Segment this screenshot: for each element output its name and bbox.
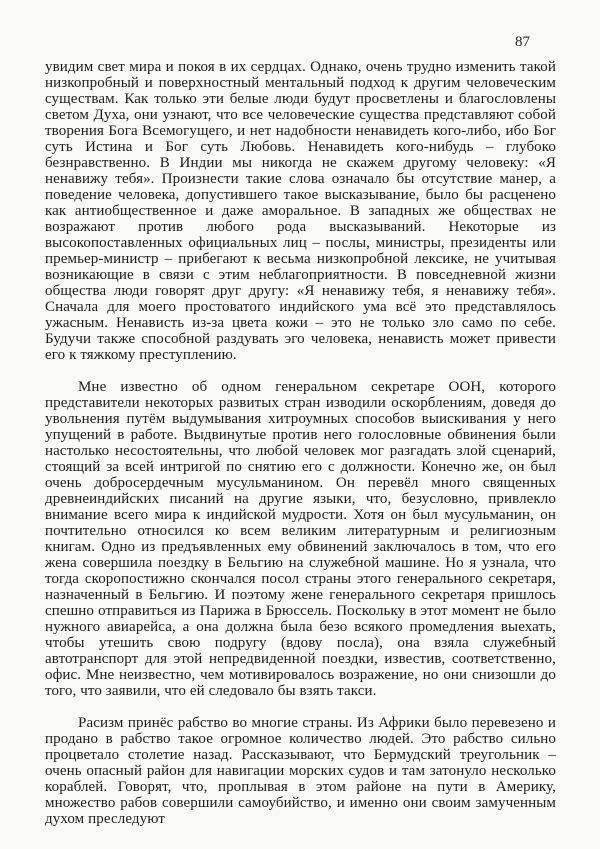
body-paragraph: Расизм принёс рабство во многие страны. Из Африки было перевезено и продано в рабство такое огромное количество людей. Это рабство сильно процветало столетие назад. Рассказывают, что Бермудский треугольник – очень опасный район для навигации морских судов и там затонуло несколько кораблей. Говорят, что, проплывая в этом районе на пути в Америку, множество рабов совершили самоубийство, и именно они своим замученным духом преследуют <box>45 715 556 827</box>
body-paragraph: Мне известно об одном генеральном секретаре ООН, которого представители некоторых развитых стран изводили оскорблениям, доведя до увольнения путём выдумывания хитроумных способов выискивания у него упущений в работе. Выдвинутые против него голословные обвинения были настолько несостоятельны, что любой человек мог разгадать злой сценарий, стоящий за всей интригой по снятию его с должности. Конечно же, он был очень добросердечным мусульманином. Он перевёл много священных древнеиндийских писаний на другие языки, что, безусловно, привлекло внимание всего мира к индийской мудрости. Хотя он был мусульманин, он почтительно относился ко всем великим литературным и религиозным книгам. Одно из предъявленных ему обвинений заключалось в том, что его жена совершила поездку в Бельгию на служебной машине. Но я узнала, что тогда скоропостижно скончался посол страны этого генерального секретаря, назначенный в Бельгию. И поэтому жене генерального секретаря пришлось спешно отправиться из Парижа в Брюссель. Поскольку в этот момент не было нужного авиарейса, а она должна была безо всякого промедления выехать, чтобы утешить свою подругу (вдову посла), она взяла служебный автотранспорт для этой непредвиденной поездки, известив, соответственно, офис. Мне неизвестно, чем мотивировалось возражение, но они снизошли до того, что заявили, что ей следовало бы взять такси. <box>45 379 556 699</box>
page-number: 87 <box>515 34 530 50</box>
body-paragraph: увидим свет мира и покоя в их сердцах. Однако, очень трудно изменить такой низкопробный и поверхностный ментальный подход к другим человеческим существам. Как только эти белые люди будут просветлены и благословлены светом Духа, они узнают, что все человеческие существа представляют собой творения Бога Всемогущего, и нет надобности ненавидеть кого-либо, ибо Бог суть Истина и Бог суть Любовь. Ненавидеть кого-нибудь – глубоко безнравственно. В Индии мы никогда не скажем другому человеку: «Я ненавижу тебя». Произнести такие слова означало бы отсутствие манер, а поведение человека, допустившего такое высказывание, было бы расценено как антиобщественное и даже аморальное. В западных же обществах не возражают против любого рода высказываний. Некоторые из высокопоставленных официальных лиц – послы, министры, президенты или премьер-министр – прибегают к весьма низкопробной лексике, не учитывая возникающие в связи с этим неблагоприятности. В повседневной жизни общества люди говорят друг другу: «Я ненавижу тебя, я ненавижу тебя». Сначала для моего простоватого индийского ума всё это представлялось ужасным. Ненависть из-за цвета кожи – это не только зло само по себе. Будучи также способной раздувать эго человека, ненависть может привести его к тяжкому преступлению. <box>45 59 556 363</box>
page-body <box>45 59 556 827</box>
